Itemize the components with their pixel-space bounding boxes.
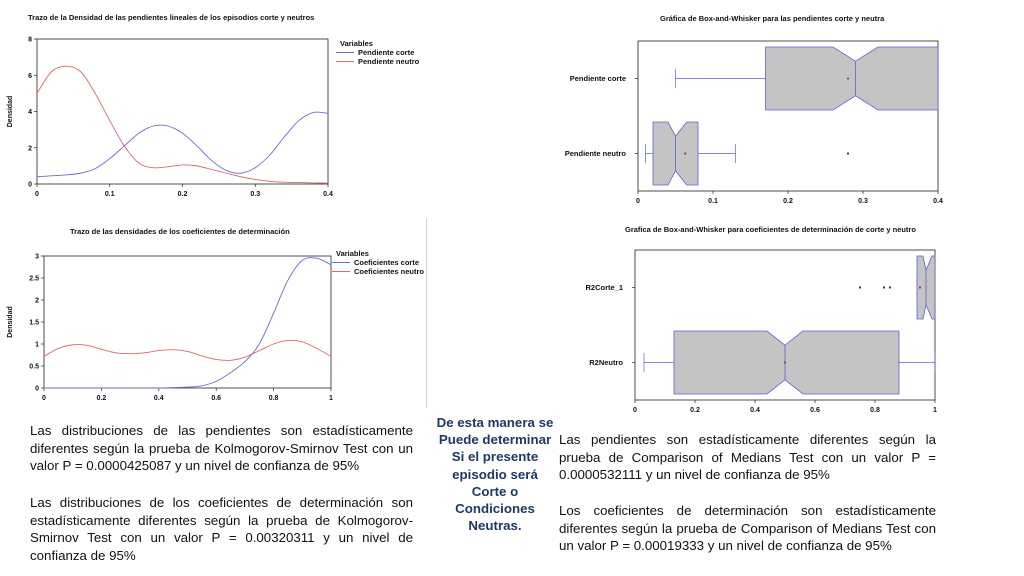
legend-entry: Coeficientes corte (354, 258, 420, 267)
outlier-point (883, 286, 885, 288)
boxplot-chart-slopes-svg (540, 8, 960, 218)
y-tick-label: 0 (28, 181, 32, 189)
x-tick-label: 0.4 (323, 191, 333, 198)
y-tick-label: 8 (28, 36, 32, 44)
density-chart-r2-svg (0, 220, 428, 410)
x-tick-label: 0.8 (870, 407, 880, 414)
outlier-point (889, 286, 891, 288)
vertical-divider (426, 218, 427, 408)
x-tick-label: 0.4 (933, 198, 943, 205)
chart-title: Trazo de la Densidad de las pendientes lineales de los episodios corte y neutros (28, 13, 315, 22)
series-line-a (37, 112, 328, 177)
category-label: R2Neutro (589, 358, 623, 367)
series-line-b (44, 340, 331, 360)
chart-title: Gráfica de Box-and-Whisker para las pendientes corte y neutra (660, 14, 885, 23)
x-tick-label: 0.4 (750, 407, 760, 414)
density-chart-r2 (0, 220, 428, 410)
y-tick-label: 1 (35, 341, 39, 349)
y-tick-label: 0.5 (29, 363, 39, 371)
right-paragraph-2: Los coeficientes de determinación son estadísticamente diferentes según la prueba de Comparison of Medians Test con un valor P = 0.00019333 y un nivel de confianza de 95% (559, 503, 936, 554)
x-tick-label: 0.4 (153, 395, 164, 402)
boxplot-chart-r2-svg (540, 220, 960, 420)
density-chart-slopes-svg (0, 6, 440, 216)
conclusion-note: De esta manera se Puede determinar Si el presente episodio será Corte o Condiciones Neutras. (436, 415, 554, 534)
x-tick-label: 0.2 (690, 407, 700, 414)
x-tick-label: 0.1 (104, 191, 115, 198)
x-tick-label: 0.1 (708, 198, 718, 205)
x-tick-label: 0.8 (268, 395, 279, 402)
plot-frame (44, 256, 331, 388)
mean-marker (919, 286, 921, 288)
x-tick-label: 0 (35, 191, 39, 198)
x-tick-label: 0.3 (858, 198, 868, 205)
x-tick-label: 0 (633, 407, 637, 414)
x-tick-label: 1 (329, 395, 333, 402)
legend-title: Variables (336, 249, 369, 258)
left-paragraph-1: Las distribuciones de las pendientes son estadísticamente diferentes según la prueba de Kolmogorov-Smirnov Test con un valor P = 0.0000425087 y un nivel de confianza de 95% (30, 423, 413, 474)
chart-title: Trazo de las densidades de los coeficientes de determinación (70, 227, 290, 236)
legend-entry: Pendiente neutro (358, 57, 420, 66)
plot-frame (37, 39, 328, 184)
legend-title: Variables (340, 39, 373, 48)
x-tick-label: 0 (42, 395, 46, 402)
y-tick-label: 6 (28, 72, 32, 80)
notched-box (766, 47, 939, 110)
y-tick-label: 2.5 (29, 275, 39, 283)
x-tick-label: 0.3 (250, 191, 261, 198)
x-tick-label: 0.2 (177, 191, 188, 198)
left-paragraph-2: Las distribuciones de los coeficientes de determinación son estadísticamente diferentes según la prueba de Kolmogorov-Smirnov Test con un valor P = 0.00320311 y un nivel de confianza de 95% (30, 495, 413, 563)
x-tick-label: 0.6 (211, 395, 222, 402)
series-line-b (37, 66, 328, 183)
y-axis-label: Densidad (7, 95, 14, 128)
y-tick-label: 2 (35, 297, 39, 305)
boxplot-chart-r2 (540, 220, 960, 420)
y-axis-label: Densidad (7, 306, 14, 338)
mean-marker (684, 152, 686, 154)
y-tick-label: 0 (35, 385, 39, 393)
y-tick-label: 3 (35, 253, 39, 261)
legend-entry: Coeficientes neutro (354, 267, 425, 276)
outlier-point (859, 286, 861, 288)
y-tick-label: 2 (28, 145, 32, 153)
legend-entry: Pendiente corte (358, 48, 415, 57)
outlier-point (847, 152, 849, 154)
boxplot-chart-slopes (540, 8, 960, 218)
x-tick-label: 0 (636, 198, 640, 205)
x-tick-label: 0.2 (783, 198, 793, 205)
mean-marker (847, 77, 849, 79)
category-label: Pendiente corte (569, 74, 626, 83)
category-label: Pendiente neutro (564, 149, 626, 158)
y-tick-label: 1.5 (29, 319, 39, 327)
x-tick-label: 0.6 (810, 407, 820, 414)
y-tick-label: 4 (28, 109, 32, 116)
mean-marker (784, 361, 786, 363)
chart-title: Grafica de Box-and-Whisker para coeficientes de determinación de corte y neutro (625, 225, 916, 234)
x-tick-label: 1 (933, 407, 937, 414)
density-chart-slopes (0, 6, 440, 216)
notched-box (674, 331, 899, 394)
series-line-a (44, 258, 331, 388)
x-tick-label: 0.2 (96, 395, 107, 402)
right-paragraph-1: Las pendientes son estadísticamente diferentes según la prueba de Comparison of Medians Test con un valor P = 0.0000532111 y un nivel de confianza de 95% (559, 432, 936, 483)
category-label: R2Corte_1 (585, 283, 623, 292)
